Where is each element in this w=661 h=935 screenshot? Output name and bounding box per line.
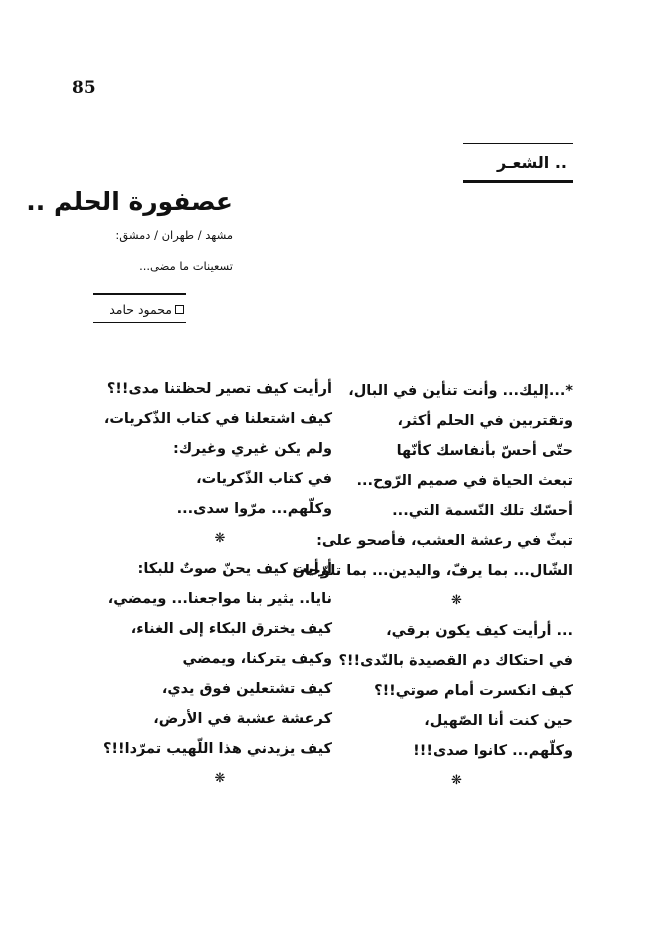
verse-line: وكلّهم... كانوا صدى!!! — [413, 743, 573, 759]
stanza-separator: ❋ — [214, 771, 226, 786]
verse-line: كيف يزيدني هذا اللّهيب تمرّدا!!؟ — [102, 741, 332, 757]
verse-line: *...إليك... وأنت تنأين في البال، — [348, 383, 573, 399]
author-box — [93, 293, 186, 323]
square-bullet-icon — [175, 305, 184, 314]
verse-line: ولم يكن غيري وغيرك: — [173, 441, 332, 457]
stanza-separator: ❋ — [214, 531, 226, 546]
verse-line: نايا.. يثير بنا مواجعنا... ويمضي، — [107, 591, 332, 607]
verse-line: أرأيت كيف تصير لحظتنا مدى!!؟ — [106, 381, 332, 397]
verse-line: كيف تشتعلين فوق يدي، — [161, 681, 332, 697]
verse-line: وكلّهم... مرّوا سدى... — [176, 501, 332, 517]
poem-date: تسعينات ما مضى... — [139, 259, 233, 273]
verse-line: وتقتربين في الحلم أكثر، — [397, 413, 573, 429]
verse-line: الشّال... بما يرفّ، واليدين... بما تلوّحان — [292, 563, 573, 579]
verse-line: كرعشة عشبة في الأرض، — [153, 711, 332, 727]
stanza-separator: ❋ — [451, 773, 462, 788]
stanza-separator: ❋ — [451, 593, 462, 608]
verse-line: ... أرأيت كيف يكون برقي، — [386, 623, 573, 639]
section-header — [463, 143, 573, 183]
verse-line: كيف انكسرت أمام صوتي!!؟ — [374, 683, 573, 699]
verse-line: وكيف يتركنا، ويمضي — [182, 651, 332, 667]
poem-places: مشهد / طهران / دمشق: — [115, 228, 233, 242]
verse-line: حين كنت أنا الصّهيل، — [424, 713, 573, 729]
left-column — [102, 374, 332, 794]
right-column — [292, 376, 573, 796]
verse-line: في كتاب الذّكريات، — [196, 471, 332, 487]
page-number: 85 — [72, 78, 96, 98]
verse-line: أحسّك تلك النّسمة التي... — [392, 503, 573, 519]
author-name: محمود حامد — [109, 302, 172, 317]
verse-line: كيف اشتعلنا في كتاب الذّكريات، — [103, 411, 332, 427]
verse-line: حتّى أحسّ بأنفاسك كأنّها — [396, 443, 573, 459]
verse-line: كيف يخترق البكاء إلى الغناء، — [130, 621, 332, 637]
section-label: الشعـر .. — [497, 153, 567, 172]
verse-line: تبثّ في رعشة العشب، فأصحو على: — [316, 533, 573, 549]
verse-line: أرأيت كيف يحنّ صوتٌ للبكا: — [137, 561, 332, 577]
verse-line: في احتكاك دم القصيدة بالنّدى!!؟ — [338, 653, 573, 669]
verse-line: تبعث الحياة في صميم الرّوح... — [356, 473, 573, 489]
poem-title: عصفورة الحلم .. — [26, 187, 233, 216]
